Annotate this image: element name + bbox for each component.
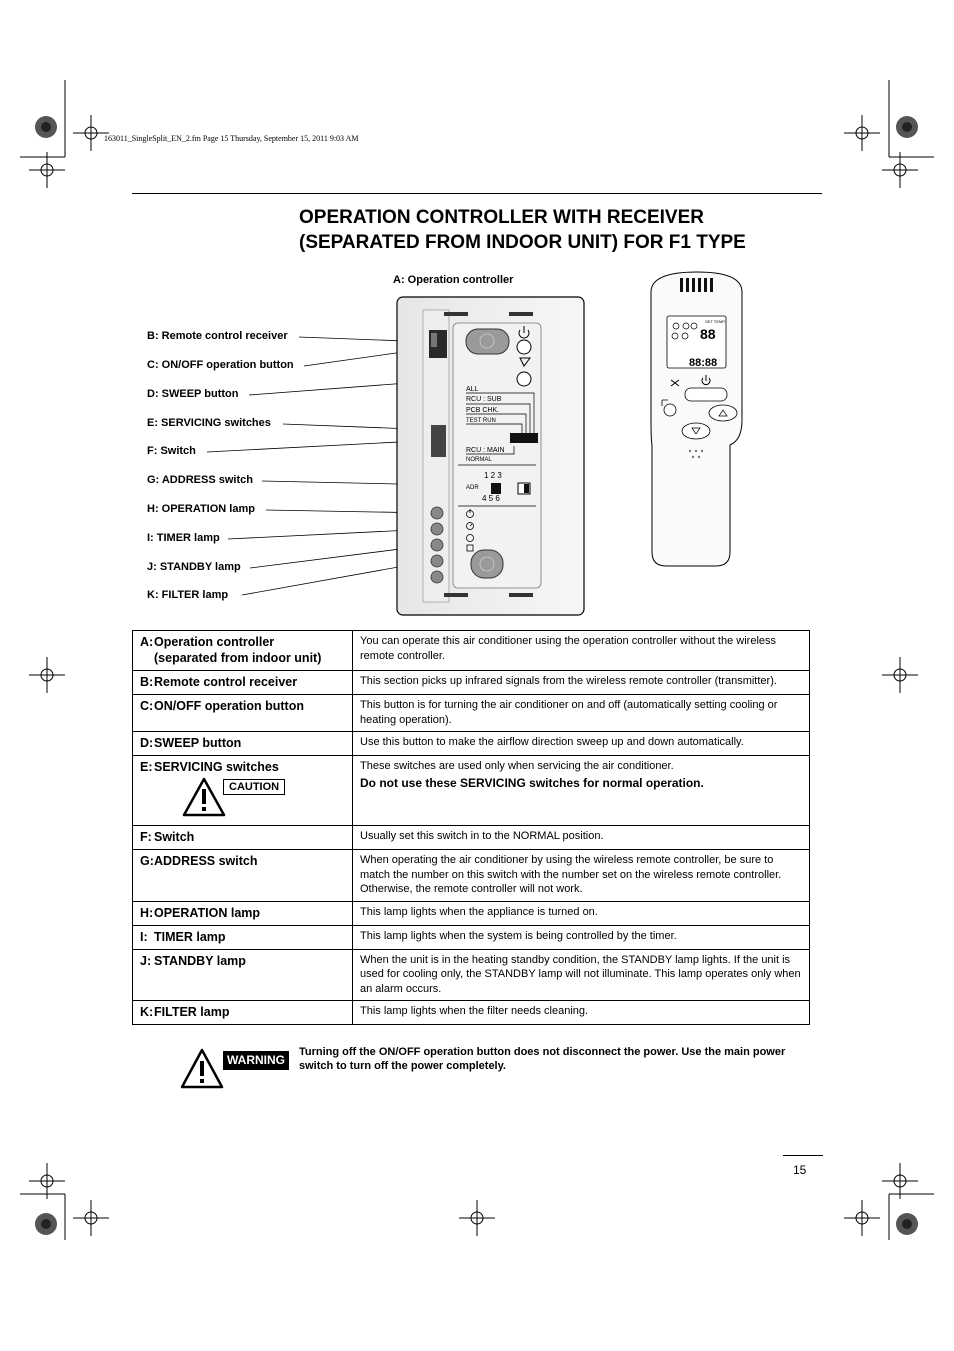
- row-letter: I:: [140, 929, 148, 944]
- title-line-2: (SEPARATED FROM INDOOR UNIT) FOR F1 TYPE: [299, 232, 746, 253]
- remote-down-button: [682, 423, 710, 439]
- filter-lamp: [431, 555, 443, 567]
- on-off-button-shape: [466, 329, 509, 354]
- panel-label-rcu-sub: RCU : SUB: [466, 396, 502, 403]
- page-number: 15: [793, 1163, 807, 1177]
- callout-e: E: SERVICING switches: [147, 417, 271, 429]
- row-name-2: (separated from indoor unit): [154, 651, 322, 665]
- standby-lamp: [431, 539, 443, 551]
- caution-triangle-icon: [182, 777, 226, 817]
- remote-digits-small: 88: [700, 326, 716, 342]
- warning-text: Turning off the ON/OFF operation button does not disconnect the power. Use the main power switch to turn off the power completely.: [299, 1046, 786, 1072]
- table-row: [133, 925, 810, 949]
- address-switch-block: [491, 483, 501, 494]
- row-letter: F:: [140, 830, 152, 844]
- row-name-cell: [133, 1001, 353, 1025]
- row-desc: Use this button to make the airflow direction sweep up and down automatically.: [353, 732, 810, 756]
- table-row: [133, 671, 810, 695]
- panel-label-adr-bottom: 4 5 6: [482, 494, 500, 503]
- panel-label-adr-top: 1 2 3: [484, 471, 502, 480]
- row-desc-cell: [353, 756, 810, 826]
- timer-lamp: [431, 523, 443, 535]
- row-name: SWEEP button: [154, 736, 242, 750]
- warning-badge: WARNING: [223, 1051, 289, 1070]
- panel-label-all: ALL: [466, 386, 479, 393]
- callout-k: K: FILTER lamp: [147, 589, 229, 601]
- table-row: [133, 631, 810, 671]
- row-desc: When operating the air conditioner by using the wireless remote controller, be sure to match the number on this switch with the number set on the wireless remote controller. Otherwise, the remote controller will not work.: [353, 850, 810, 902]
- file-header: 163011_SingleSplit_EN_2.fm Page 15 Thursday, September 15, 2011 9:03 AM: [104, 134, 359, 143]
- panel-label-test-run: TEST RUN: [466, 418, 496, 424]
- row-desc: This lamp lights when the filter needs cleaning.: [353, 1001, 810, 1025]
- callout-j: J: STANDBY lamp: [147, 561, 241, 573]
- row-desc: This lamp lights when the appliance is turned on.: [353, 901, 810, 925]
- callout-d: D: SWEEP button: [147, 388, 239, 400]
- row-name-cell: [133, 695, 353, 732]
- remote-digits-large: 88:88: [689, 357, 718, 369]
- row-name: SERVICING switches: [154, 760, 279, 774]
- row-desc: This section picks up infrared signals from the wireless remote controller (transmitter).: [353, 671, 810, 695]
- description-table: [132, 630, 810, 1025]
- footer-rule: [783, 1155, 823, 1156]
- row-name: FILTER lamp: [154, 1005, 230, 1019]
- callout-h: H: OPERATION lamp: [147, 503, 255, 515]
- row-letter: D:: [140, 736, 154, 750]
- row-letter: K:: [140, 1005, 154, 1019]
- row-name: Remote control receiver: [154, 675, 298, 689]
- row-name-cell: [133, 925, 353, 949]
- row-name-cell: [133, 671, 353, 695]
- title-line-1: OPERATION CONTROLLER WITH RECEIVER: [299, 207, 704, 228]
- table-row: [133, 756, 810, 826]
- callout-i: I: TIMER lamp: [147, 532, 220, 544]
- callout-f: F: Switch: [147, 445, 196, 457]
- row-letter: A:: [140, 635, 154, 649]
- row-letter: H:: [140, 905, 154, 920]
- row-name: OPERATION lamp: [154, 905, 261, 920]
- wireless-remote: [651, 272, 742, 566]
- table-row: [133, 901, 810, 925]
- table-row: [133, 826, 810, 850]
- panel-label-pcb: PCB CHK.: [466, 407, 500, 414]
- caution-badge: CAUTION: [223, 779, 285, 795]
- panel-label-rcu-main: RCU : MAIN: [466, 447, 505, 454]
- row-desc: Usually set this switch in to the NORMAL position.: [353, 826, 810, 850]
- row-name-cell: [133, 756, 353, 826]
- row-desc-bold: Do not use these SERVICING switches for normal operation.: [360, 775, 704, 790]
- callout-c: C: ON/OFF operation button: [147, 359, 294, 371]
- row-name: STANDBY lamp: [154, 953, 246, 968]
- row-letter: E:: [140, 760, 153, 774]
- row-name-cell: [133, 631, 353, 671]
- row-letter: C:: [140, 699, 154, 713]
- callout-b: B: Remote control receiver: [147, 330, 288, 342]
- row-desc: These switches are used only when servicing the air conditioner.: [360, 760, 674, 772]
- row-letter: B:: [140, 675, 154, 689]
- row-letter: G:: [140, 854, 154, 868]
- row-desc: This lamp lights when the system is being controlled by the timer.: [353, 925, 810, 949]
- table-row: [133, 850, 810, 902]
- row-name: TIMER lamp: [154, 929, 226, 944]
- row-desc: When the unit is in the heating standby condition, the STANDBY lamp lights. If the unit is used for cooling only, the STANDBY lamp will not illuminate. This lamp operates only when an alarm occurs.: [353, 949, 810, 1001]
- row-name: Switch: [154, 830, 195, 844]
- remote-on-off-button: [685, 388, 727, 401]
- operation-lamp: [431, 507, 443, 519]
- row-name-cell: [133, 732, 353, 756]
- row-name-cell: [133, 826, 353, 850]
- remote-up-button: [709, 405, 737, 421]
- servicing-switch-block: [510, 433, 538, 443]
- table-row: [133, 1001, 810, 1025]
- warning-triangle-icon: [180, 1048, 224, 1090]
- row-letter: J:: [140, 953, 152, 968]
- row-name: ADDRESS switch: [154, 854, 258, 868]
- row-name-cell: [133, 901, 353, 925]
- row-name-cell: [133, 850, 353, 902]
- row-desc: You can operate this air conditioner using the operation controller without the wireless remote controller.: [353, 631, 810, 671]
- row-name: ON/OFF operation button: [154, 699, 304, 713]
- figure-label-a: A: Operation controller: [393, 274, 514, 286]
- sweep-button-shape: [471, 550, 503, 578]
- panel-label-adr: ADR: [466, 485, 479, 491]
- row-name: Operation controller: [154, 635, 275, 649]
- remote-set-temp: SET TEMP.: [705, 319, 726, 324]
- row-name-cell: [133, 949, 353, 1001]
- table-row: [133, 732, 810, 756]
- table-row: [133, 695, 810, 732]
- panel-label-normal: NORMAL: [466, 457, 492, 463]
- row-desc: This button is for turning the air conditioner on and off (automatically setting cooling or heating operation).: [353, 695, 810, 732]
- callout-g: G: ADDRESS switch: [147, 474, 253, 486]
- table-row: [133, 949, 810, 1001]
